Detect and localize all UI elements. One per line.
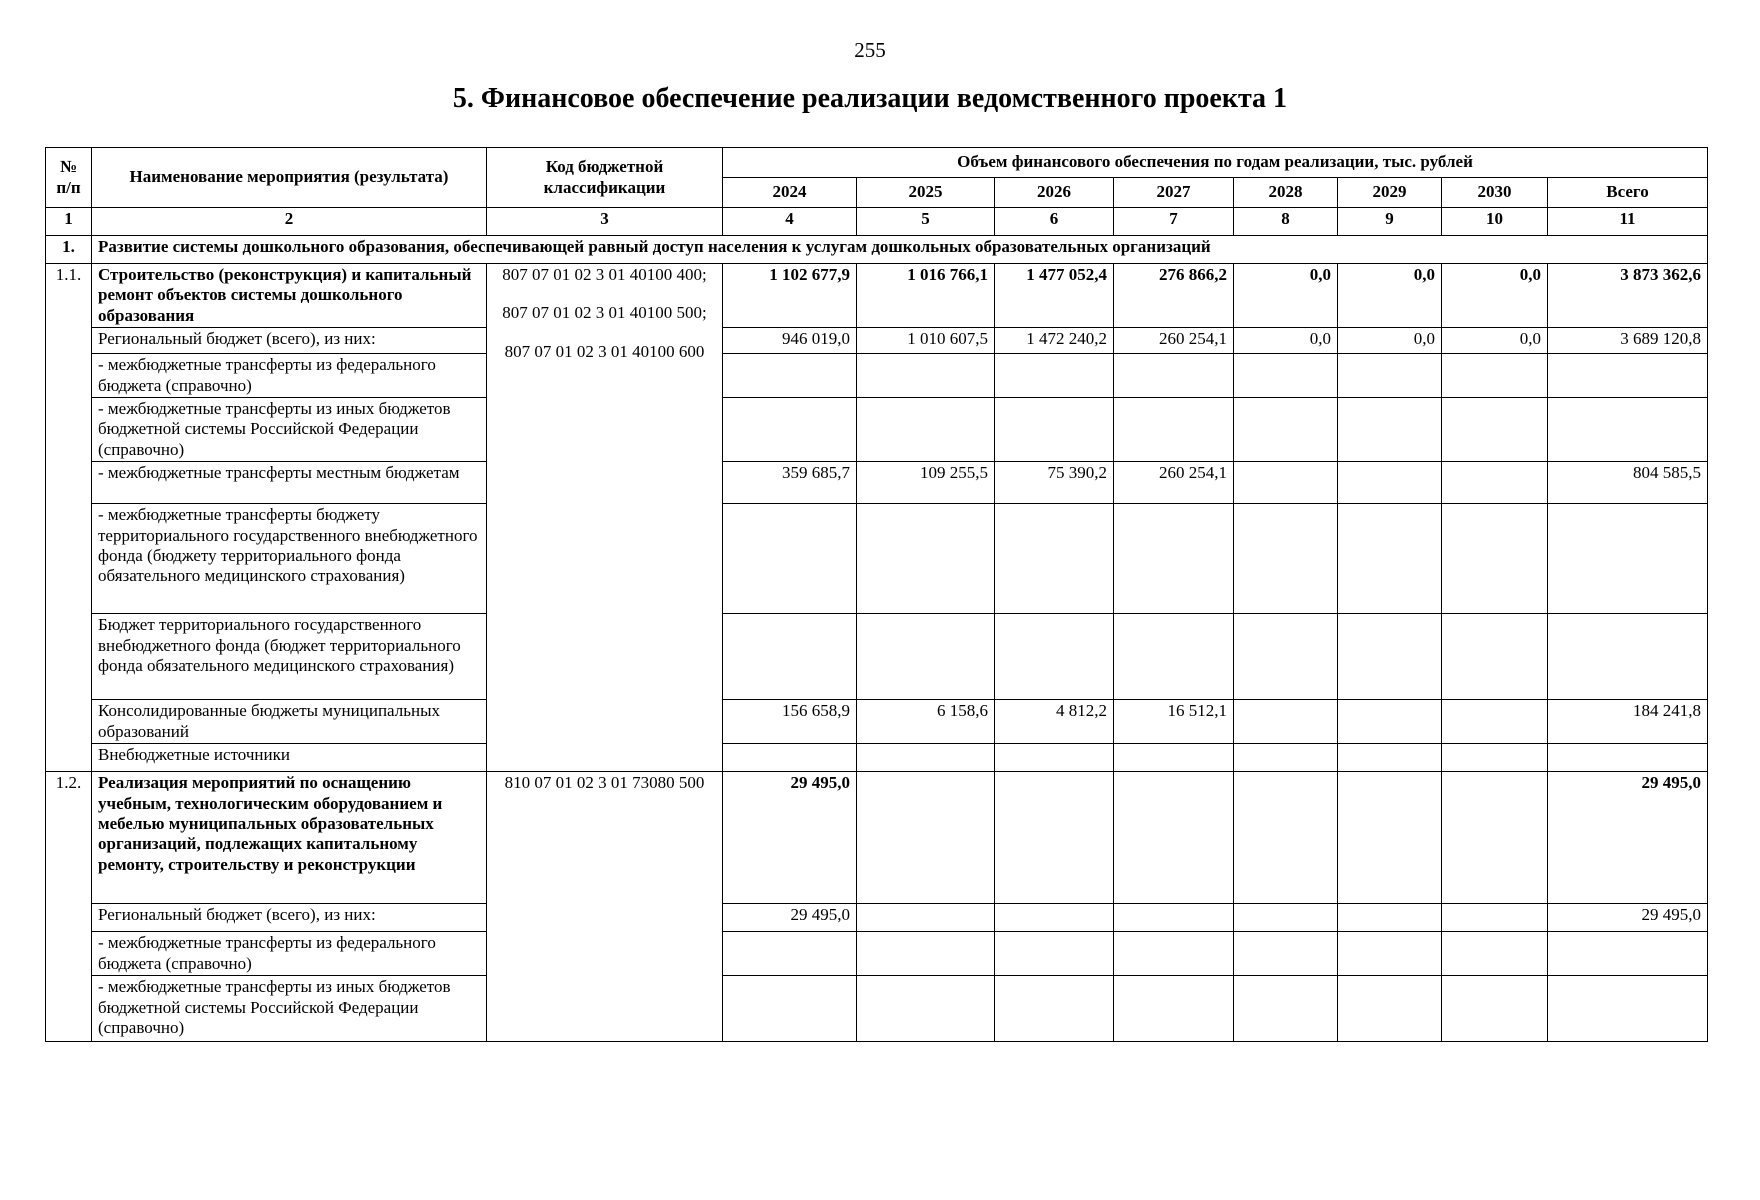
header-year: 2027 xyxy=(1114,178,1234,208)
budget-code: 807 07 01 02 3 01 40100 400; xyxy=(502,265,707,284)
header-total: Всего xyxy=(1548,178,1708,208)
value-cell: 0,0 xyxy=(1338,328,1442,354)
value-cell: 156 658,9 xyxy=(723,700,857,744)
document-title: 5. Финансовое обеспечение реализации ведомственного проекта 1 xyxy=(452,83,1288,114)
value-cell xyxy=(857,614,995,700)
table-row xyxy=(46,932,1708,976)
value-cell xyxy=(1234,614,1338,700)
column-number: 4 xyxy=(723,208,857,236)
value-cell xyxy=(723,976,857,1042)
column-number: 3 xyxy=(487,208,723,236)
value-cell xyxy=(1114,614,1234,700)
value-cell xyxy=(857,772,995,904)
value-cell: 1 102 677,9 xyxy=(723,264,857,328)
section-row xyxy=(46,236,1708,264)
header-year: 2026 xyxy=(995,178,1114,208)
value-total: 804 585,5 xyxy=(1548,462,1708,504)
budget-code: 810 07 01 02 3 01 73080 500 xyxy=(504,773,705,793)
value-cell: 16 512,1 xyxy=(1114,700,1234,744)
value-cell: 1 477 052,4 xyxy=(995,264,1114,328)
value-cell xyxy=(857,932,995,976)
header-year: 2029 xyxy=(1338,178,1442,208)
value-cell xyxy=(723,614,857,700)
value-cell xyxy=(1338,772,1442,904)
value-cell xyxy=(1338,904,1442,932)
value-cell xyxy=(723,354,857,398)
column-number: 8 xyxy=(1234,208,1338,236)
table-row xyxy=(46,354,1708,398)
value-cell: 6 158,6 xyxy=(857,700,995,744)
value-cell xyxy=(1338,354,1442,398)
page-number: 255 xyxy=(854,38,886,62)
value-cell xyxy=(1442,354,1548,398)
row-name: Реализация мероприятий по оснащению учебным, технологическим оборудованием и мебелью муниципальных образовательных организаций, подлежащих капитальному ремонту, строительству и реконструкции xyxy=(92,772,487,904)
value-cell xyxy=(1114,772,1234,904)
column-number: 7 xyxy=(1114,208,1234,236)
value-cell xyxy=(1338,397,1442,461)
value-total xyxy=(1548,504,1708,614)
value-cell xyxy=(995,397,1114,461)
value-cell xyxy=(995,354,1114,398)
value-cell xyxy=(857,904,995,932)
column-number: 5 xyxy=(857,208,995,236)
header-name: Наименование мероприятия (результата) xyxy=(92,148,487,208)
value-cell xyxy=(1442,744,1548,772)
value-cell: 1 472 240,2 xyxy=(995,328,1114,354)
value-cell xyxy=(995,744,1114,772)
table-row xyxy=(46,328,1708,354)
value-cell xyxy=(995,904,1114,932)
value-cell xyxy=(1114,397,1234,461)
row-name: - межбюджетные трансферты из иных бюджетов бюджетной системы Российской Федерации (справочно) xyxy=(92,397,487,461)
value-cell xyxy=(1338,932,1442,976)
value-cell xyxy=(1234,397,1338,461)
value-cell xyxy=(723,932,857,976)
value-total: 3 689 120,8 xyxy=(1548,328,1708,354)
value-cell xyxy=(1442,614,1548,700)
column-number: 10 xyxy=(1442,208,1548,236)
column-number: 9 xyxy=(1338,208,1442,236)
value-cell xyxy=(1114,504,1234,614)
value-total: 184 241,8 xyxy=(1548,700,1708,744)
value-cell: 0,0 xyxy=(1234,264,1338,328)
value-cell: 0,0 xyxy=(1338,264,1442,328)
column-number: 2 xyxy=(92,208,487,236)
value-cell xyxy=(1442,700,1548,744)
value-cell: 75 390,2 xyxy=(995,462,1114,504)
header-num: № п/п xyxy=(46,148,92,208)
value-total: 29 495,0 xyxy=(1548,904,1708,932)
table-row xyxy=(46,700,1708,744)
header-code: Код бюджетной классификации xyxy=(487,148,723,208)
value-cell: 946 019,0 xyxy=(723,328,857,354)
header-year: 2024 xyxy=(723,178,857,208)
value-cell xyxy=(1234,744,1338,772)
value-cell xyxy=(1234,462,1338,504)
row-name: - межбюджетные трансферты местным бюджетам xyxy=(92,462,487,504)
value-cell: 276 866,2 xyxy=(1114,264,1234,328)
table-row xyxy=(46,504,1708,614)
table-row xyxy=(46,397,1708,461)
row-name: - межбюджетные трансферты из иных бюджетов бюджетной системы Российской Федерации (справочно) xyxy=(92,976,487,1042)
section-num: 1. xyxy=(46,236,92,264)
value-cell: 260 254,1 xyxy=(1114,462,1234,504)
column-number: 11 xyxy=(1548,208,1708,236)
value-cell xyxy=(1338,614,1442,700)
header-year: 2025 xyxy=(857,178,995,208)
value-cell xyxy=(1234,976,1338,1042)
value-total xyxy=(1548,614,1708,700)
value-total xyxy=(1548,744,1708,772)
budget-code: 807 07 01 02 3 01 40100 500; xyxy=(502,303,707,323)
value-cell xyxy=(1338,462,1442,504)
header-year: 2030 xyxy=(1442,178,1548,208)
value-cell: 29 495,0 xyxy=(723,772,857,904)
value-cell xyxy=(1442,932,1548,976)
value-cell xyxy=(723,397,857,461)
value-cell: 4 812,2 xyxy=(995,700,1114,744)
value-cell xyxy=(857,504,995,614)
row-name: Бюджет территориального государственного внебюджетного фонда (бюджет территориального фонда обязательного медицинского страхования) xyxy=(92,614,487,700)
value-cell xyxy=(1338,700,1442,744)
value-total xyxy=(1548,976,1708,1042)
value-cell: 260 254,1 xyxy=(1114,328,1234,354)
column-number: 6 xyxy=(995,208,1114,236)
value-cell xyxy=(1442,976,1548,1042)
value-cell xyxy=(723,744,857,772)
value-cell xyxy=(1338,744,1442,772)
value-cell xyxy=(1234,504,1338,614)
row-name: Региональный бюджет (всего), из них: xyxy=(92,328,487,354)
row-name: Региональный бюджет (всего), из них: xyxy=(92,904,487,932)
value-cell xyxy=(995,504,1114,614)
row-name: Внебюджетные источники xyxy=(92,744,487,772)
value-cell xyxy=(1442,904,1548,932)
header-year: 2028 xyxy=(1234,178,1338,208)
value-cell xyxy=(857,354,995,398)
value-cell xyxy=(1114,932,1234,976)
value-cell xyxy=(1442,462,1548,504)
row-index-1-1: 1.1. xyxy=(46,264,92,772)
value-total: 3 873 362,6 xyxy=(1548,264,1708,328)
value-cell xyxy=(1234,354,1338,398)
value-cell: 359 685,7 xyxy=(723,462,857,504)
value-cell xyxy=(1114,354,1234,398)
header-volume: Объем финансового обеспечения по годам реализации, тыс. рублей xyxy=(723,148,1708,178)
column-number: 1 xyxy=(46,208,92,236)
value-cell xyxy=(857,744,995,772)
value-cell xyxy=(1442,504,1548,614)
table-row xyxy=(46,772,1708,904)
value-cell xyxy=(1442,397,1548,461)
budget-code-cell xyxy=(487,264,723,772)
value-cell xyxy=(1338,976,1442,1042)
value-cell xyxy=(1234,932,1338,976)
value-cell: 1 016 766,1 xyxy=(857,264,995,328)
row-name: Строительство (реконструкция) и капитальный ремонт объектов системы дошкольного образования xyxy=(92,264,487,328)
table-row xyxy=(46,976,1708,1042)
value-cell xyxy=(857,397,995,461)
row-name: - межбюджетные трансферты из федерального бюджета (справочно) xyxy=(92,932,487,976)
value-cell: 0,0 xyxy=(1442,328,1548,354)
section-title: Развитие системы дошкольного образования, обеспечивающей равный доступ населения к услугам дошкольных образовательных организаций xyxy=(92,236,1708,264)
value-total xyxy=(1548,397,1708,461)
value-cell xyxy=(1114,904,1234,932)
value-cell xyxy=(1114,744,1234,772)
value-cell: 109 255,5 xyxy=(857,462,995,504)
value-cell: 0,0 xyxy=(1442,264,1548,328)
column-number-row xyxy=(46,208,1708,236)
value-cell xyxy=(995,932,1114,976)
value-cell: 29 495,0 xyxy=(723,904,857,932)
value-cell xyxy=(995,772,1114,904)
value-cell: 1 010 607,5 xyxy=(857,328,995,354)
table-row xyxy=(46,904,1708,932)
value-cell xyxy=(1234,700,1338,744)
value-cell: 0,0 xyxy=(1234,328,1338,354)
table-row xyxy=(46,462,1708,504)
row-name: Консолидированные бюджеты муниципальных образований xyxy=(92,700,487,744)
value-cell xyxy=(1114,976,1234,1042)
row-name: - межбюджетные трансферты бюджету территориального государственного внебюджетного фонда (бюджету территориального фонда обязательного медицинского страхования) xyxy=(92,504,487,614)
value-cell xyxy=(1234,904,1338,932)
value-cell xyxy=(1338,504,1442,614)
row-index-1-2: 1.2. xyxy=(46,772,92,1042)
table-row xyxy=(46,744,1708,772)
value-cell xyxy=(1234,772,1338,904)
value-cell xyxy=(995,976,1114,1042)
budget-code: 807 07 01 02 3 01 40100 600 xyxy=(504,341,705,361)
value-total xyxy=(1548,932,1708,976)
value-cell xyxy=(723,504,857,614)
value-cell xyxy=(995,614,1114,700)
value-total: 29 495,0 xyxy=(1548,772,1708,904)
value-cell xyxy=(857,976,995,1042)
table-row xyxy=(46,614,1708,700)
budget-code-cell xyxy=(487,772,723,1042)
financing-table xyxy=(45,147,1708,1042)
table-row xyxy=(46,264,1708,328)
row-name: - межбюджетные трансферты из федерального бюджета (справочно) xyxy=(92,354,487,398)
value-cell xyxy=(1442,772,1548,904)
value-total xyxy=(1548,354,1708,398)
